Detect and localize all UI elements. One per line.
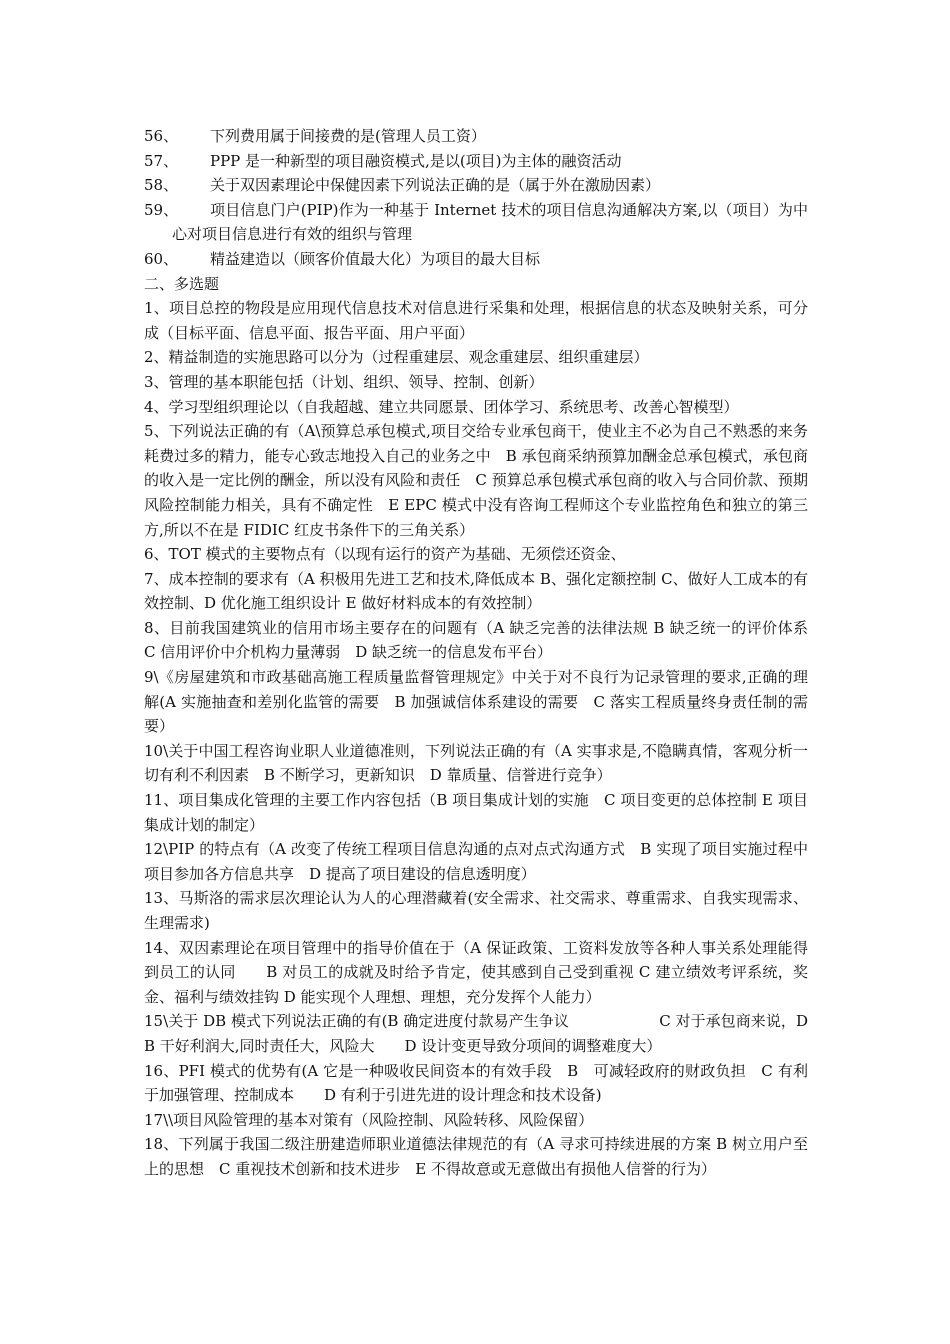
question-text: 精益建造以（顾客价值最大化）为项目的最大目标: [210, 249, 541, 268]
multi-question-1: 1、项目总控的物段是应用现代信息技术对信息进行采集和处理，根据信息的状态及映射关系，可分成（目标平面、信息平面、报告平面、用户平面）: [144, 299, 808, 342]
question-60: [144, 247, 808, 272]
multi-question-6: 6、TOT 模式的主要物点有（以现有运行的资产为基础、无须偿还资金、: [144, 545, 626, 564]
multi-question-16: 16、PFI 模式的优势有(A 它是一种吸收民间资本的有效手段 B 可减轻政府的财政负担 C 有利于加强管理、控制成本 D 有利于引进先进的设计理念和技术设备): [144, 1061, 808, 1105]
question-number: 60、: [144, 249, 179, 268]
multi-question-3: 3、管理的基本职能包括（计划、组织、领导、控制、创新）: [144, 372, 544, 391]
question-number: 58、: [144, 176, 179, 195]
multi-question-2: 2、精益制造的实施思路可以分为（过程重建层、观念重建层、组织重建层）: [144, 348, 649, 367]
question-57: [144, 149, 808, 174]
multi-question-18: 18、下列属于我国二级注册建造师职业道德法律规范的有（A 寻求可持续进展的方案 B 树立用户至上的思想 C 重视技术创新和技术进步 E 不得故意或无意做出有损他人信誉的行为）: [144, 1135, 808, 1178]
question-number: 56、: [144, 127, 179, 145]
question-number: 57、: [144, 151, 179, 170]
multi-question-12: 12\PIP 的特点有（A 改变了传统工程项目信息沟通的点对点式沟通方式 B 实现了项目实施过程中项目参加各方信息共享 D 提高了项目建设的信息透明度）: [144, 840, 808, 883]
multi-question-14: 14、双因素理论在项目管理中的指导价值在于（A 保证政策、工资料发放等各种人事关系处理能得到员工的认同 B 对员工的成就及时给予肯定，使其感到自己受到重视 C 建立绩效考评系统，奖金、福利与绩效挂钩 D 能实现个人理想、理想，充分发挥个人能力）: [144, 938, 808, 1006]
multi-question-15: 15\关于 DB 模式下列说法正确的有(B 确定进度付款易产生争议 C 对于承包商来说，DB 干好利润大,同时责任大，风险大 D 设计变更导致分项间的调整难度大）: [144, 1012, 808, 1055]
question-text: PPP 是一种新型的项目融资模式,是以(项目)为主体的融资活动: [210, 151, 622, 170]
question-58: [144, 173, 808, 198]
multi-question-11: 11、项目集成化管理的主要工作内容包括（B 项目集成计划的实施 C 项目变更的总体控制 E 项目集成计划的制定）: [144, 791, 808, 834]
question-text: 关于双因素理论中保健因素下列说法正确的是（属于外在激励因素）: [210, 176, 661, 195]
multi-question-17: 17\\项目风险管理的基本对策有（风险控制、风险转移、风险保留）: [144, 1110, 594, 1129]
multi-question-5: 5、下列说法正确的有（A\预算总承包模式,项目交给专业承包商干，使业主不必为自己不熟悉的来务耗费过多的精力，能专心致志地投入自己的业务之中 B 承包商采纳预算加酬金总承包模式，承包商的收入是一定比例的酬金，所以没有风险和责任 C 预算总承包模式承包商的收入与合同价款、预期风险控制能力相关，具有不确定性 E EPC 模式中没有咨询工程师这个专业监控角色和独立的第三方,所以不在是 FIDIC 红皮书条件下的三角关系）: [144, 422, 808, 539]
multi-question-13: 13、马斯洛的需求层次理论认为人的心理潜藏着(安全需求、社交需求、尊重需求、自我实现需求、生理需求): [144, 889, 808, 932]
multi-question-4: 4、学习型组织理论以（自我超越、建立共同愿景、团体学习、系统思考、改善心智模型）: [144, 397, 739, 416]
question-text: 项目信息门户(PIP)作为一种基于 Internet 技术的项目信息沟通解决方案,以（项目）为中心对项目信息进行有效的组织与管理: [172, 200, 808, 244]
section-title-multiple-choice: 二、多选题: [144, 274, 220, 293]
document-page: [144, 124, 824, 1182]
multi-question-9: 9\《房屋建筑和市政基础高施工程质量监督管理规定》中关于对不良行为记录管理的要求,正确的理解(A 实施抽查和差别化监管的需要 B 加强诚信体系建设的需要 C 落实工程质量终身责任制的需要）: [144, 668, 808, 736]
question-56: [144, 124, 808, 149]
question-text: 下列费用属于间接费的是(管理人员工资）: [210, 127, 486, 145]
question-59: [144, 198, 808, 247]
multi-question-8: 8、目前我国建筑业的信用市场主要存在的问题有（A 缺乏完善的法律法规 B 缺乏统一的评价体系 C 信用评价中介机构力量薄弱 D 缺乏统一的信息发布平台）: [144, 618, 824, 662]
multi-question-10: 10\关于中国工程咨询业职人业道德准则，下列说法正确的有（A 实事求是,不隐瞒真情，客观分析一切有利不利因素 B 不断学习，更新知识 D 靠质量、信誉进行竞争）: [144, 741, 808, 785]
question-number: 59、: [144, 200, 179, 219]
multi-question-7: 7、成本控制的要求有（A 积极用先进工艺和技术,降低成本 B、强化定额控制 C、做好人工成本的有效控制、D 优化施工组织设计 E 做好材料成本的有效控制）: [144, 569, 808, 613]
